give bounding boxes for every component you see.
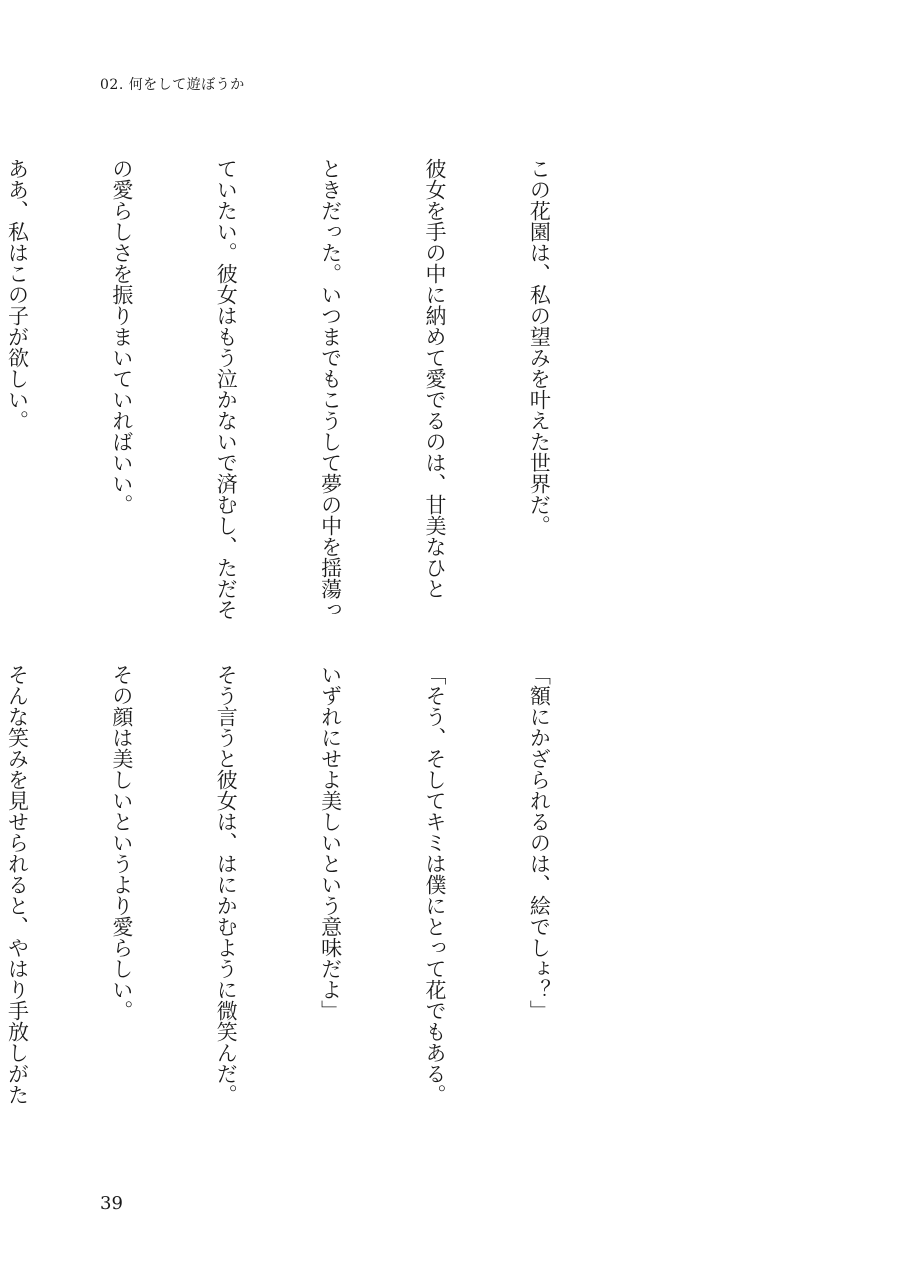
text-line: 「額にかざられるのは、絵でしょ？」: [527, 664, 552, 1021]
text-line: この花園は、私の望みを叶えた世界だ。: [527, 158, 552, 536]
text-line: いずれにせよ美しいという意味だよ」: [318, 664, 343, 1021]
page-number: 39: [100, 1193, 123, 1214]
text-line: ときだった。いつまでもこうして夢の中を揺蕩っ: [318, 158, 343, 620]
upper-text-column: [5, 158, 626, 638]
text-line: そう言うと彼女は、はにかむように微笑んだ。: [214, 664, 239, 1105]
lower-text-column: [5, 664, 626, 1150]
text-line: ていたい。彼女はもう泣かないで済むし、ただそ: [214, 158, 239, 620]
text-line: の愛らしさを振りまいていればいい。: [109, 158, 134, 515]
text-line: その顔は美しいというより愛らしい。: [109, 664, 134, 1021]
text-line: 彼女を手の中に納めて愛でるのは、甘美なひと: [423, 158, 448, 599]
text-line: ああ、私はこの子が欲しい。: [5, 158, 30, 431]
text-line: 「そう、そしてキミは僕にとって花でもある。: [423, 664, 448, 1105]
chapter-title: 02. 何をして遊ぼうか: [100, 77, 245, 93]
text-line: そんな笑みを見せられると、やはり手放しがた: [5, 664, 30, 1105]
